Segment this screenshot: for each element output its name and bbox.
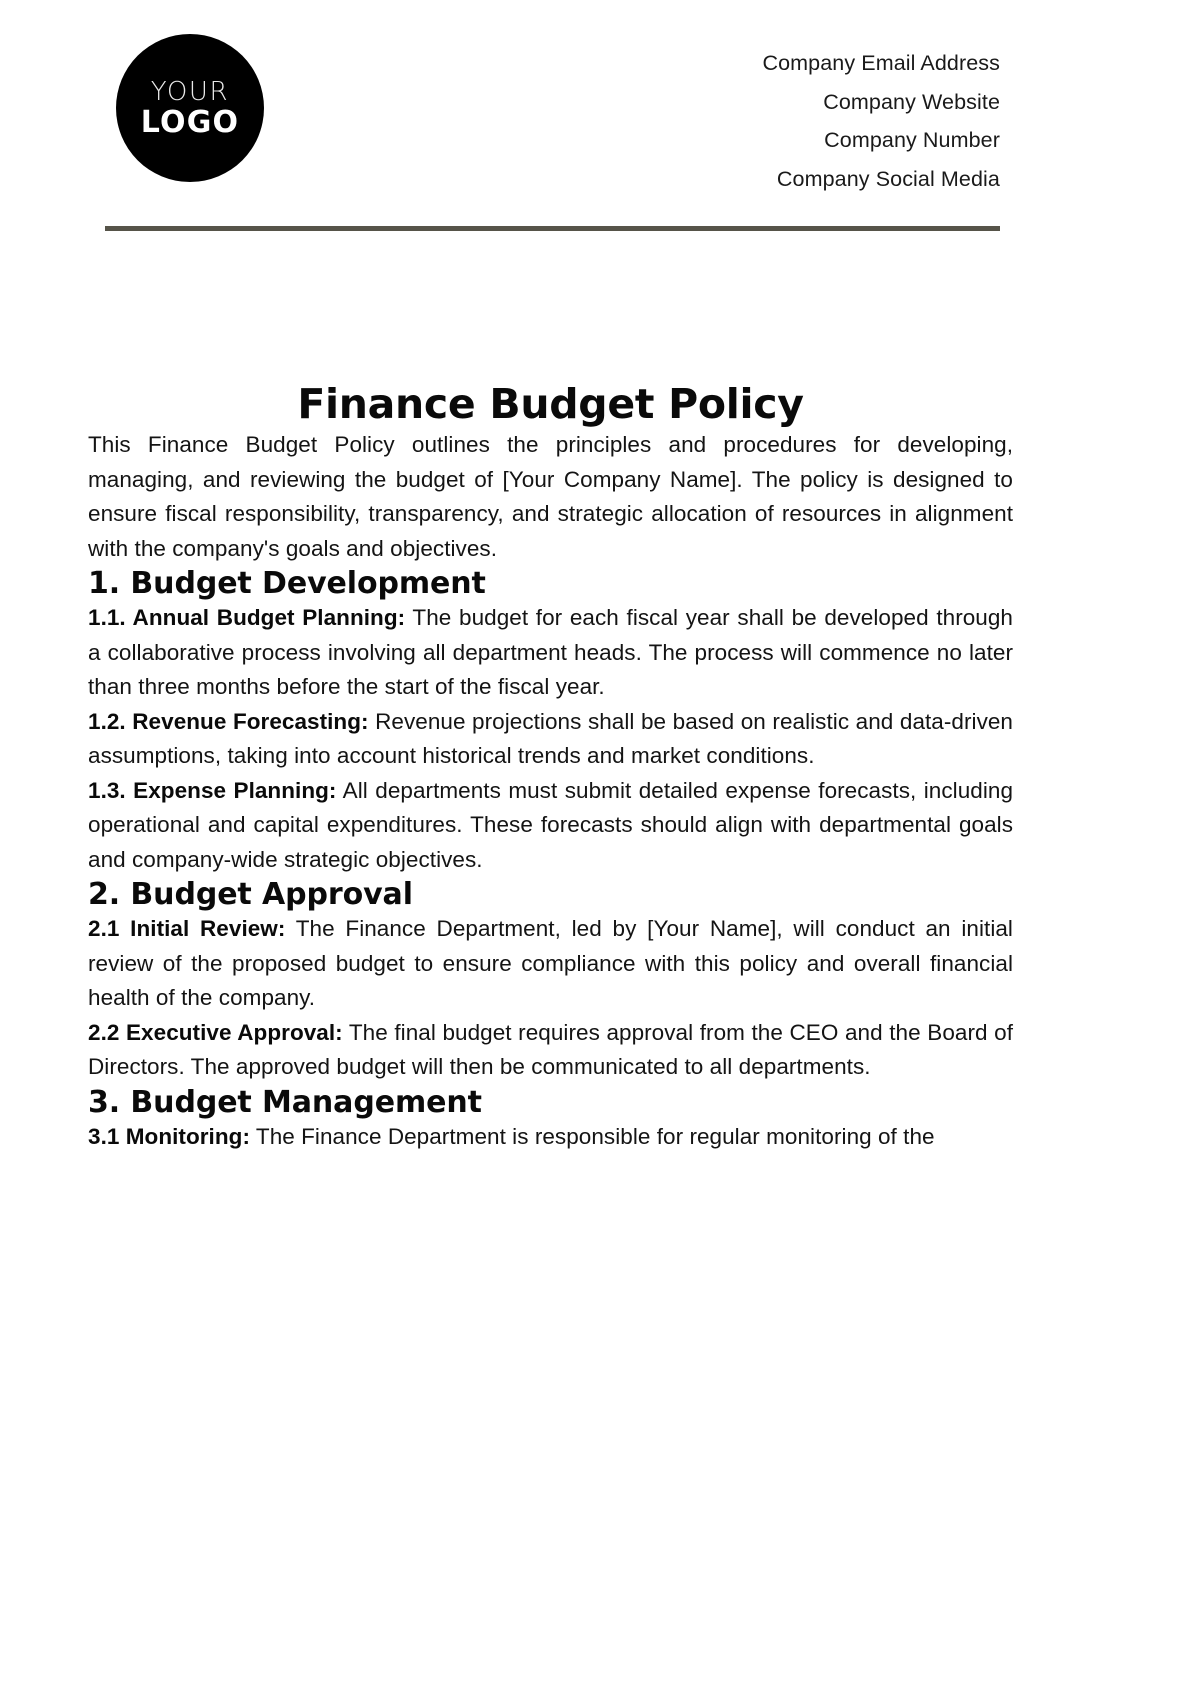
clause-1-1 bbox=[88, 601, 1013, 705]
clause-1-2 bbox=[88, 705, 1013, 774]
contact-website: Company Website bbox=[823, 89, 1000, 114]
document-content bbox=[88, 230, 1013, 1154]
clause-1-3-label: 1.3. Expense Planning: bbox=[88, 777, 337, 803]
contact-phone-number: Company Number bbox=[824, 128, 1000, 152]
clause-2-1-text: The Finance Department, led by [Your Name], will conduct an initial review of the proposed budget to ensure compliance with this policy and overall financial health of the company. bbox=[88, 916, 1013, 1010]
clause-2-1-label: 2.1 Initial Review: bbox=[88, 916, 286, 941]
company-contact-block bbox=[762, 44, 1000, 198]
intro-paragraph: This Finance Budget Policy outlines the principles and procedures for developing, managing, and reviewing the budget of [Your Company Name]. The policy is designed to ensure fiscal responsibility, transparency, and strategic allocation of resources in alignment with the company's goals and objectives. bbox=[88, 432, 1013, 561]
clause-1-2-text: Revenue projections shall be based on realistic and data-driven assumptions, taking into account historical trends and market conditions. bbox=[88, 708, 1013, 768]
clause-1-2-label: 1.2. Revenue Forecasting: bbox=[88, 708, 369, 734]
page-title: Finance Budget Policy bbox=[297, 380, 804, 428]
clause-2-2-text: The final budget requires approval from the CEO and the Board of Directors. The approved budget will then be communicated to all departments. bbox=[88, 1019, 1013, 1079]
section-heading-3: 3. Budget Management bbox=[88, 1084, 482, 1120]
contact-email-address: Company Email Address bbox=[762, 51, 1000, 75]
clause-1-1-label: 1.1. Annual Budget Planning: bbox=[88, 605, 406, 630]
clause-2-1 bbox=[88, 912, 1013, 1016]
section-heading-2: 2. Budget Approval bbox=[88, 877, 413, 912]
company-logo bbox=[116, 34, 264, 182]
clause-2-2-label: 2.2 Executive Approval: bbox=[88, 1019, 343, 1045]
clause-1-3-text: All departments must submit detailed expense forecasts, including operational and capital expenditures. These forecasts should align with departmental goals and company-wide strategic objectives. bbox=[88, 777, 1014, 872]
logo-text-primary: YOUR bbox=[150, 76, 230, 107]
clause-1-1-text: The budget for each fiscal year shall be developed through a collaborative process involving all department heads. The process will commence no later than three months before the start of the fiscal year. bbox=[88, 605, 1013, 699]
clause-1-3 bbox=[88, 774, 1013, 878]
clause-3-1-text: The Finance Department is responsible for regular monitoring of the bbox=[250, 1123, 935, 1149]
contact-social-media: Company Social Media bbox=[776, 166, 1000, 191]
section-heading-1: 1. Budget Development bbox=[88, 566, 486, 601]
clause-2-2 bbox=[88, 1016, 1013, 1085]
clause-3-1 bbox=[88, 1120, 1013, 1155]
logo-text-secondary: LOGO bbox=[140, 104, 240, 140]
document-header bbox=[0, 0, 1200, 230]
clause-3-1-label: 3.1 Monitoring: bbox=[88, 1123, 250, 1149]
